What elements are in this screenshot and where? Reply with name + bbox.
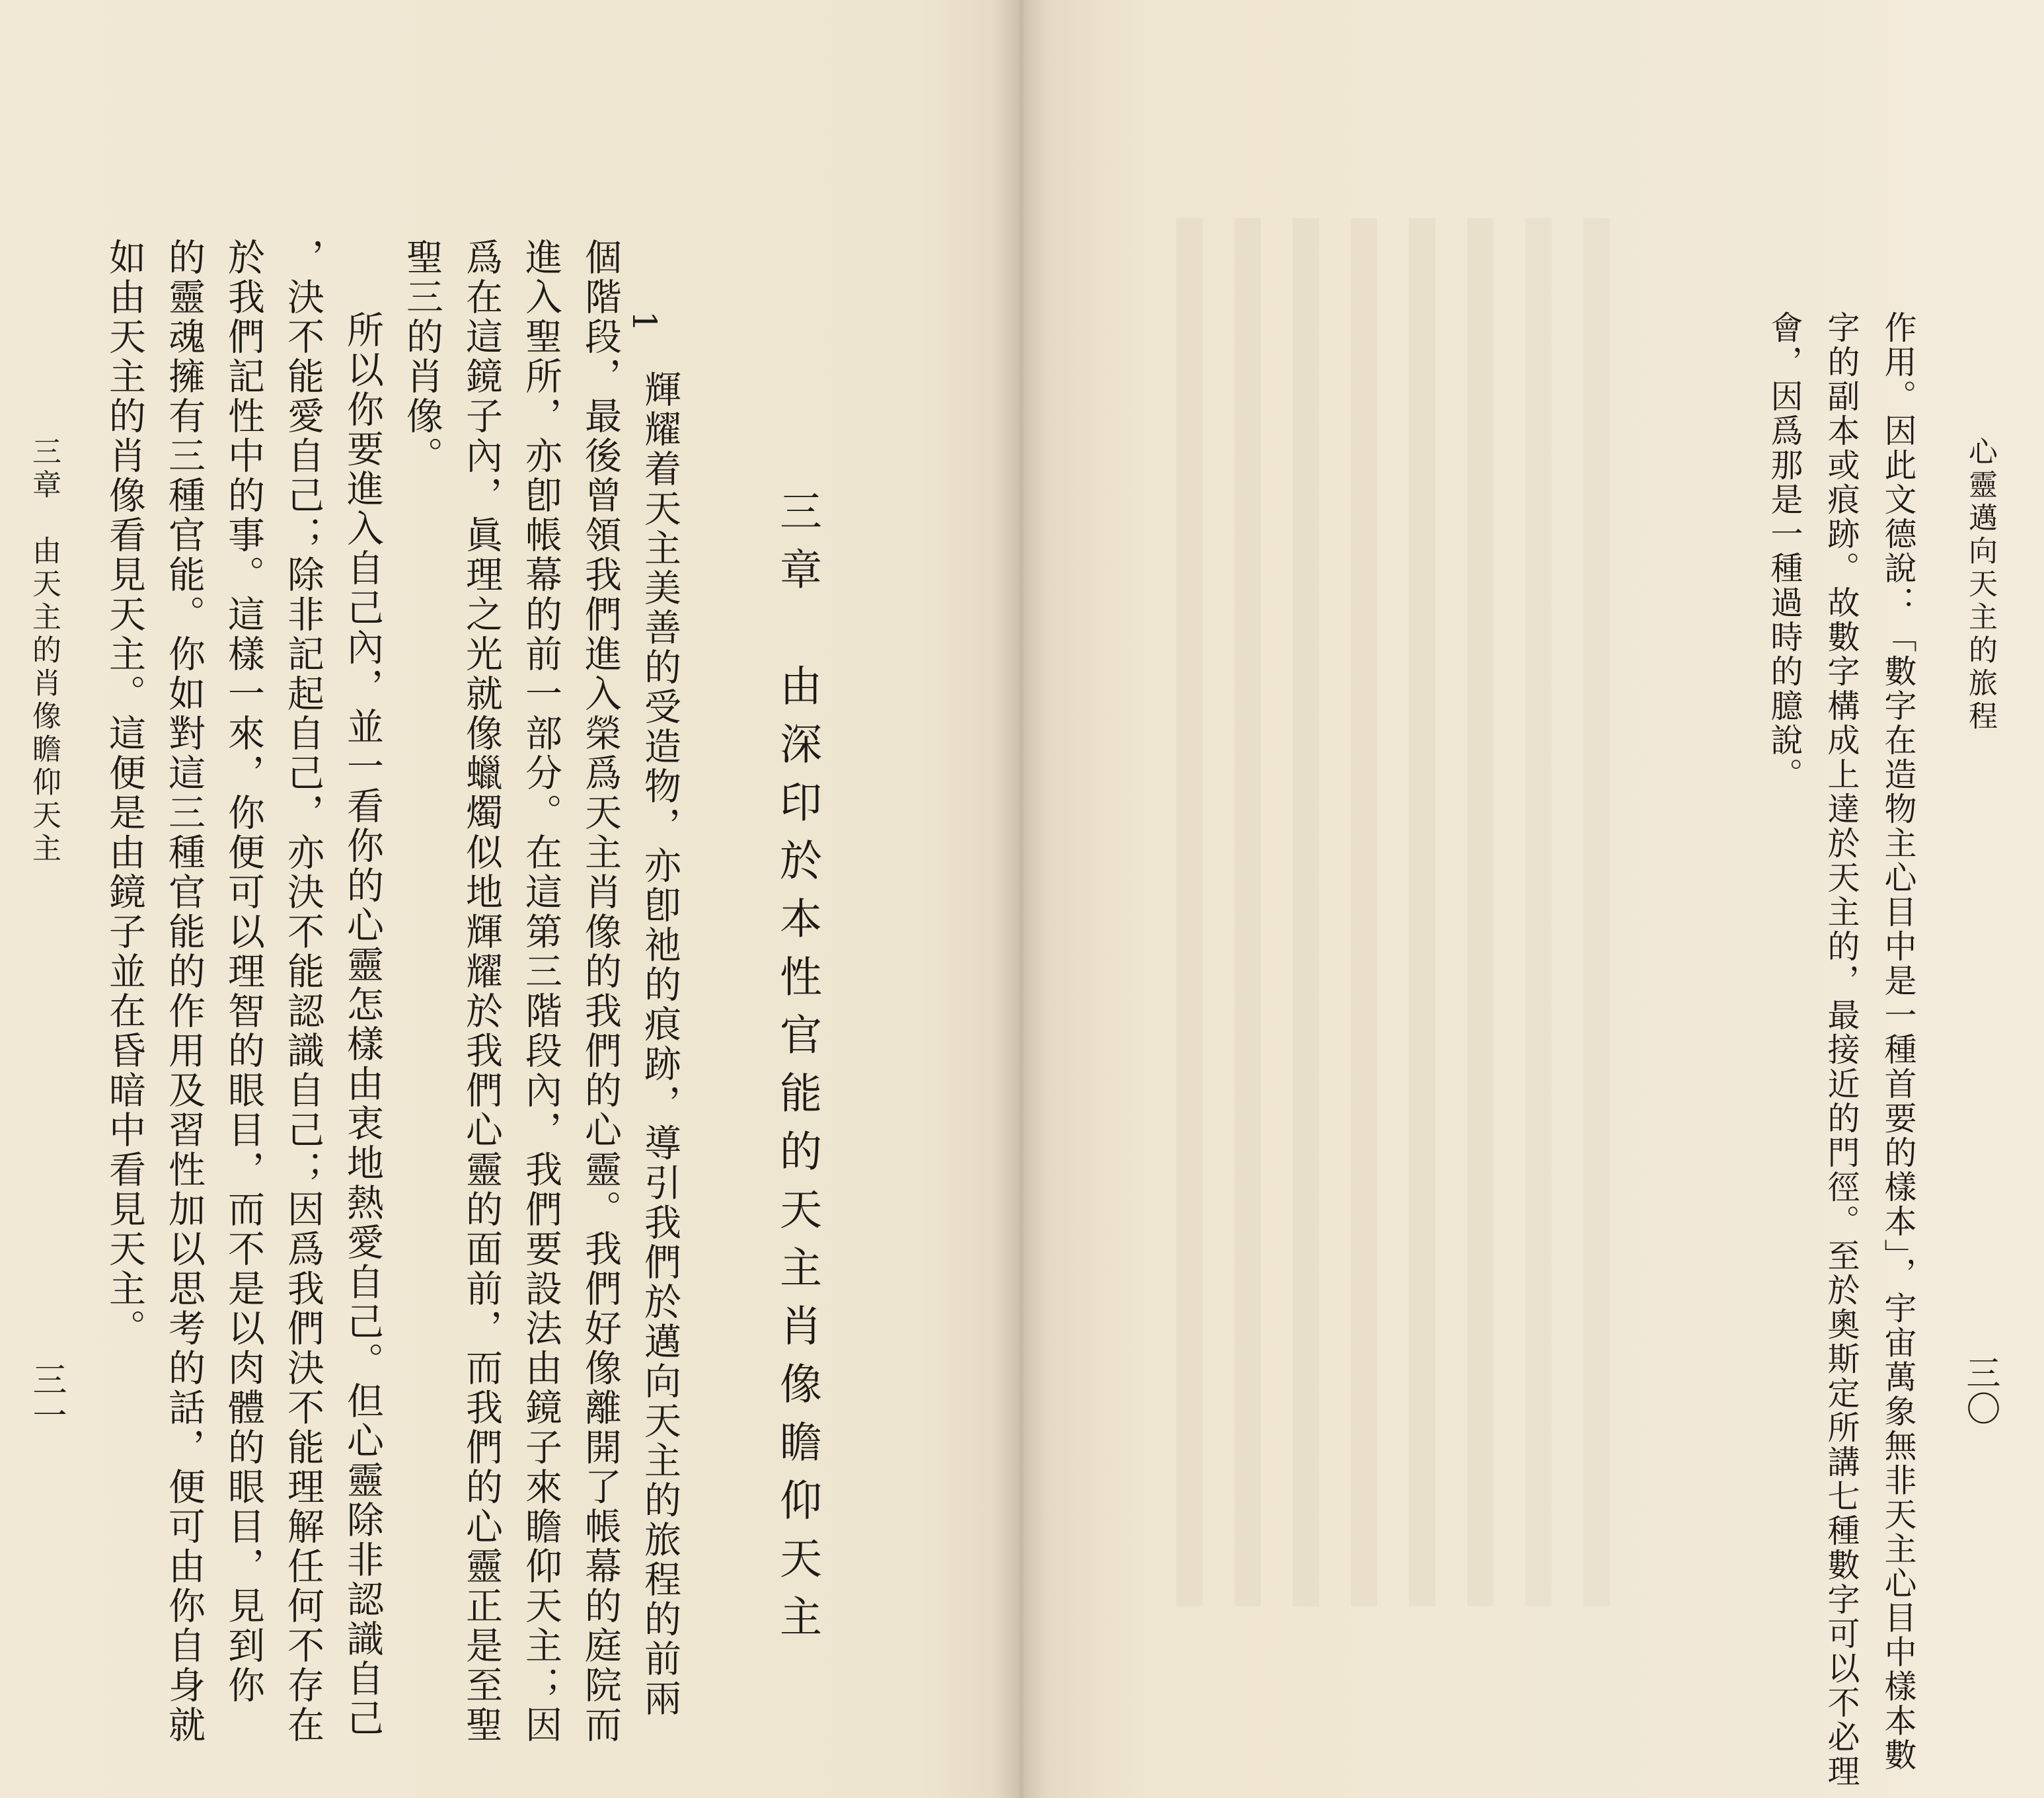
- chapter-title: 三章 由深印於本性官能的天主肖像瞻仰天主: [773, 489, 821, 1653]
- running-head: 心靈邁向天主的旅程: [1963, 436, 1997, 734]
- page-number-left: 三一: [26, 1362, 66, 1433]
- body-line-3: 會，因爲那是一種過時的臆說。: [1766, 311, 1803, 792]
- body-line-9: 的靈魂擁有三種官能。你如對這三種官能的作用及習性加以思考的話，便可由你自身就: [163, 238, 206, 1745]
- section-number: 1: [625, 311, 663, 332]
- body-line-6: 所以你要進入自己內，並一看你的心靈怎樣由衷地熱愛自己。但心靈除非認識自己: [341, 311, 384, 1739]
- body-line-7: ，決不能愛自己；除非記起自己，亦決不能認識自己；因爲我們決不能理解任何不存在: [282, 238, 324, 1745]
- body-line-3: 進入聖所，亦卽帳幕的前一部分。在這第三階段內，我們要設法由鏡子來瞻仰天主；因: [519, 238, 562, 1745]
- body-line-8: 於我們記性中的事。這樣一來，你便可以理智的眼目，而不是以肉體的眼目，見到你: [222, 238, 265, 1705]
- body-line-10: 如由天主的肖像看見天主。這便是由鏡子並在昏暗中看見天主。: [103, 238, 146, 1348]
- page-number-right: 三〇: [1960, 1355, 2000, 1427]
- right-page: [1022, 0, 2044, 1798]
- body-line-2: 字的副本或痕跡。故數字構成上達於天主的，最接近的門徑。至於奧斯定所講七種數字可以不必理: [1823, 311, 1860, 1789]
- body-line-1: 輝耀着天主美善的受造物，亦卽祂的痕跡，導引我們於邁向天主的旅程的前兩: [638, 370, 681, 1719]
- body-line-2: 個階段，最後曾領我們進入榮爲天主肖像的我們的心靈。我們好像離開了帳幕的庭院而: [579, 238, 622, 1745]
- running-foot: 三章 由天主的肖像瞻仰天主: [27, 436, 61, 866]
- body-line-4: 爲在這鏡子內，眞理之光就像蠟燭似地輝耀於我們心靈的面前，而我們的心靈正是至聖: [460, 238, 503, 1745]
- body-line-5: 聖三的肖像。: [400, 238, 443, 476]
- body-line-1: 作用。因此文德說：「數字在造物主心目中是一種首要的樣本」，宇宙萬象無非天主心目中樣本數: [1879, 311, 1917, 1773]
